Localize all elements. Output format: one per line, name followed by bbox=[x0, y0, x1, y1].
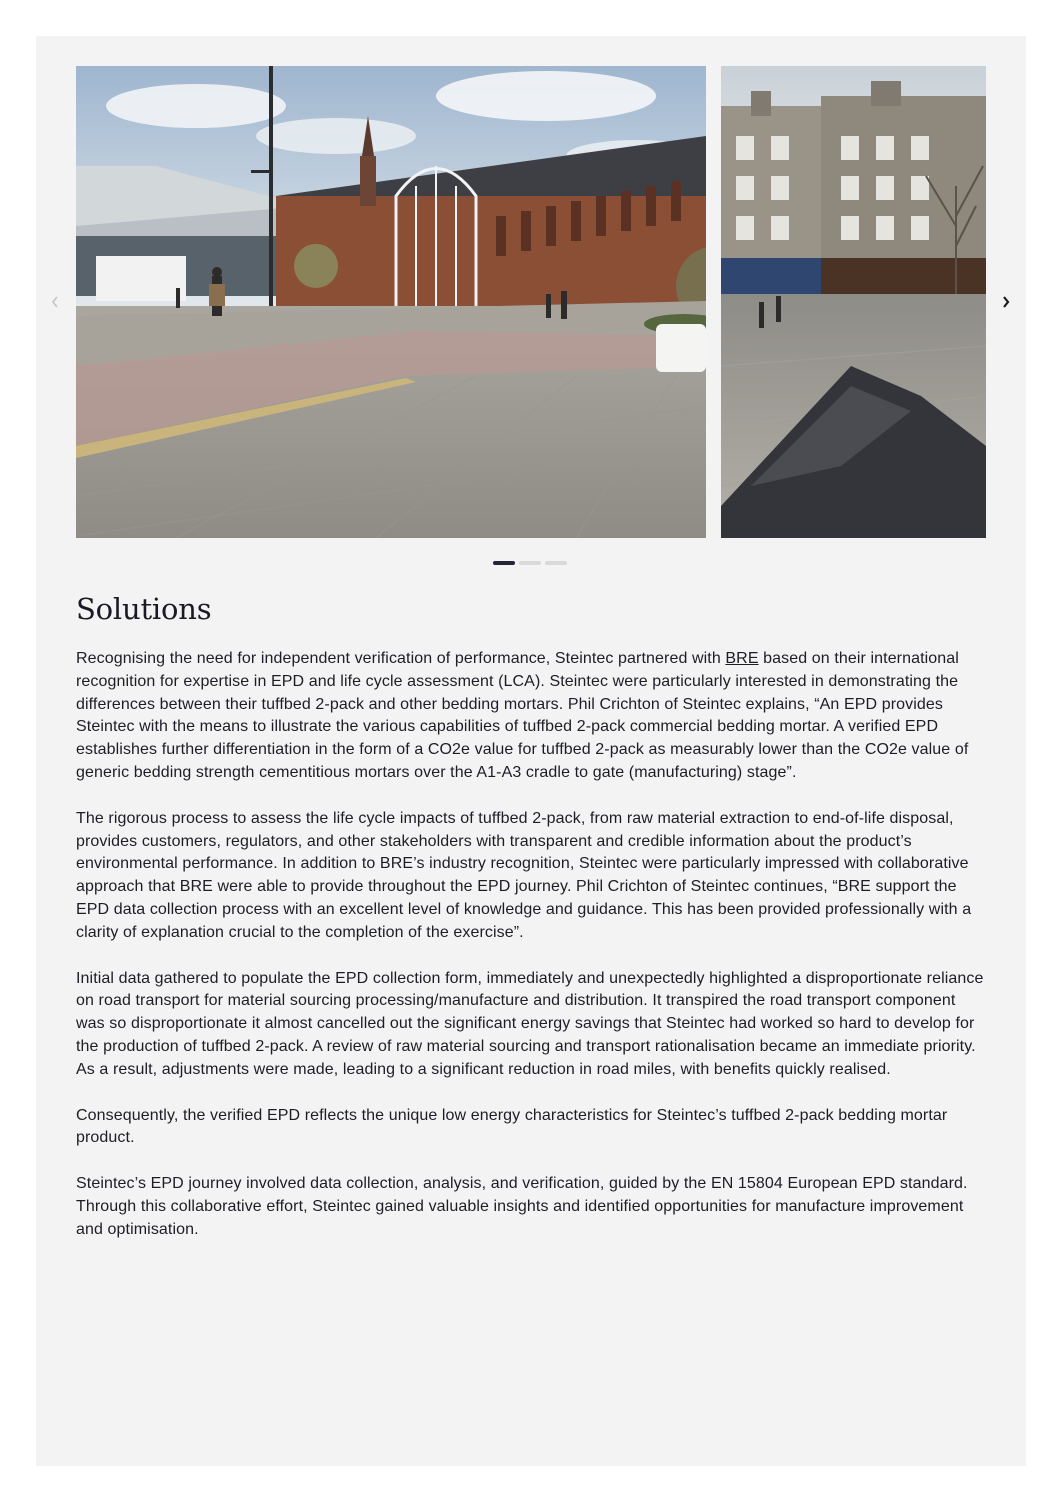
paragraph-1 bbox=[76, 648, 988, 785]
paragraph-2: The rigorous process to assess the life cycle impacts of tuffbed 2-pack, from raw material extraction to end-of-life disposal, provides customers, regulators, and other stakeholders with transparent and credible information about the product’s environmental performance. In addition to BRE’s industry recognition, Steintec were particularly impressed with collaborative approach that BRE were able to provide throughout the EPD journey. Phil Crichton of Steintec continues, “BRE support the EPD data collection process with an excellent level of knowledge and guidance. This has been provided professionally with a clarity of explanation crucial to the completion of the exercise”. bbox=[76, 809, 972, 941]
carousel-prev-button[interactable] bbox=[44, 291, 66, 313]
carousel-next-button[interactable] bbox=[995, 291, 1017, 313]
image-carousel bbox=[76, 66, 986, 538]
carousel-dot-1[interactable] bbox=[493, 561, 515, 565]
carousel-pagination bbox=[493, 561, 567, 565]
chevron-left-icon bbox=[50, 295, 60, 309]
carousel-slide-2[interactable] bbox=[721, 66, 986, 538]
body-text bbox=[76, 648, 988, 1265]
bre-link[interactable]: BRE bbox=[725, 650, 759, 667]
paragraph-1-text-b: based on their international recognition for expertise in EPD and life cycle assessment (LCA). Steintec were particularly interested in demonstrating the differences between their tuffbed 2-pack and other bedding mortars. Phil Crichton of Steintec explains, “An EPD provides Steintec with the means to illustrate the various capabilities of tuffbed 2-pack commercial bedding mortar. A verified EPD establishes further differentiation in the form of a CO2e value for tuffbed 2-pack as measurably lower than the CO2e value of generic bedding strength cementitious mortars over the A1-A3 cradle to gate (manufacturing) stage”. bbox=[76, 650, 969, 781]
carousel-dot-2[interactable] bbox=[519, 561, 541, 565]
paragraph-4: Consequently, the verified EPD reflects the unique low energy characteristics for Steintec’s tuffbed 2-pack bedding mortar product. bbox=[76, 1106, 948, 1147]
paragraph-1-text-a: Recognising the need for independent verification of performance, Steintec partnered with bbox=[76, 650, 726, 667]
slide-1-photo bbox=[76, 66, 706, 538]
chevron-right-icon bbox=[1001, 295, 1011, 309]
page-card bbox=[36, 36, 1026, 1466]
carousel-slide-1[interactable] bbox=[76, 66, 706, 538]
section-title: Solutions bbox=[76, 592, 212, 626]
carousel-dot-3[interactable] bbox=[545, 561, 567, 565]
paragraph-5: Steintec’s EPD journey involved data collection, analysis, and verification, guided by the EN 15804 European EPD standard. Through this collaborative effort, Steintec gained valuable insights and identified opportunities for manufacture improvement and optimisation. bbox=[76, 1175, 968, 1238]
slide-2-photo bbox=[721, 66, 986, 538]
paragraph-3: Initial data gathered to populate the EPD collection form, immediately and unexpectedly highlighted a disproportionate reliance on road transport for material sourcing processing/manufacture and distribution. It transpired the road transport component was so disproportionate it almost cancelled out the significant energy savings that Steintec had worked so hard to develop for the production of tuffbed 2-pack. A review of raw material sourcing and transport rationalisation became an immediate priority. As a result, adjustments were made, leading to a significant reduction in road miles, with benefits quickly realised. bbox=[76, 969, 984, 1078]
